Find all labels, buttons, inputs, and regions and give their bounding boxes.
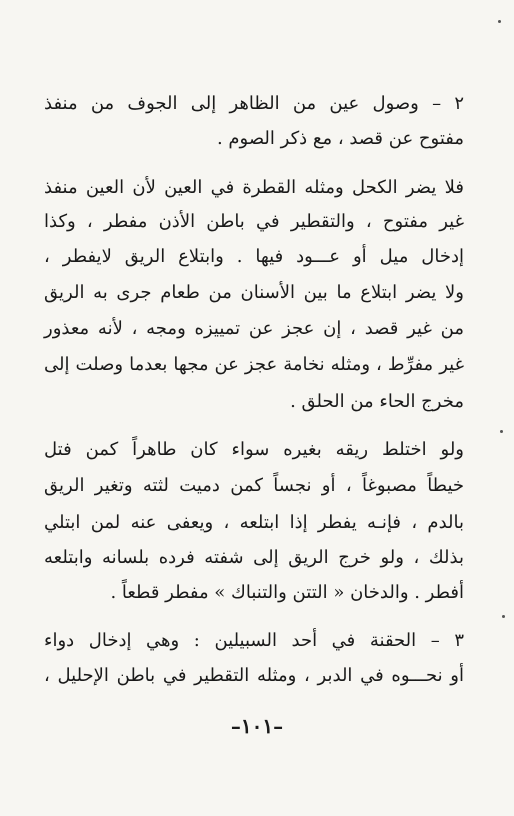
text-line: ٢ – وصول عين من الظاهر إلى الجوف من منفذ bbox=[44, 93, 464, 114]
text-line: غير مفتوح ، والتقطير في باطن الأذن مفطر ، وكذا bbox=[44, 211, 464, 232]
text-line: مفتوح عن قصد ، مع ذكر الصوم . bbox=[216, 128, 464, 149]
text-line: بالدم ، فإنـه يفطر إذا ابتلعه ، ويعفى عنه لمن ابتلي bbox=[44, 512, 464, 533]
text-line: فلا يضر الكحل ومثله القطرة في العين لأن العين منفذ bbox=[44, 177, 464, 198]
text-line: إدخال ميل أو عـــود فيها . وابتلاع الريق لايفطر ، bbox=[44, 246, 464, 267]
text-line: أفطر . والدخان « التتن والتنباك » مفطر قطعاً . bbox=[110, 582, 464, 603]
page-number: –١٠١– bbox=[230, 714, 284, 738]
print-speck bbox=[502, 615, 505, 618]
text-line: ٣ – الحقنة في أحد السبيلين : وهي إدخال دواء bbox=[44, 630, 464, 651]
text-line: غير مفرِّط ، ومثله نخامة عجز عن مجها بعدما وصلت إلى bbox=[44, 354, 464, 375]
text-line: من غير قصد ، إن عجز عن تمييزه ومجه ، لأنه معذور bbox=[44, 318, 464, 339]
text-line: ولو اختلط ريقه بغيره سواء كان طاهراً كمن فتل bbox=[44, 439, 464, 460]
print-speck bbox=[498, 20, 501, 23]
text-line: أو نحـــوه في الدبر ، ومثله التقطير في باطن الإحليل ، bbox=[44, 665, 464, 686]
text-line: مخرج الحاء من الحلق . bbox=[290, 391, 464, 412]
text-line: بذلك ، ولو خرج الريق إلى شفته فرده بلسانه وابتلعه bbox=[44, 547, 464, 568]
text-line: خيطاً مصبوغاً ، أو نجساً كمن دميت لثته وتغير الريق bbox=[44, 475, 464, 496]
text-line: ولا يضر ابتلاع ما بين الأسنان من طعام جرى به الريق bbox=[44, 282, 464, 303]
print-speck bbox=[500, 430, 503, 433]
